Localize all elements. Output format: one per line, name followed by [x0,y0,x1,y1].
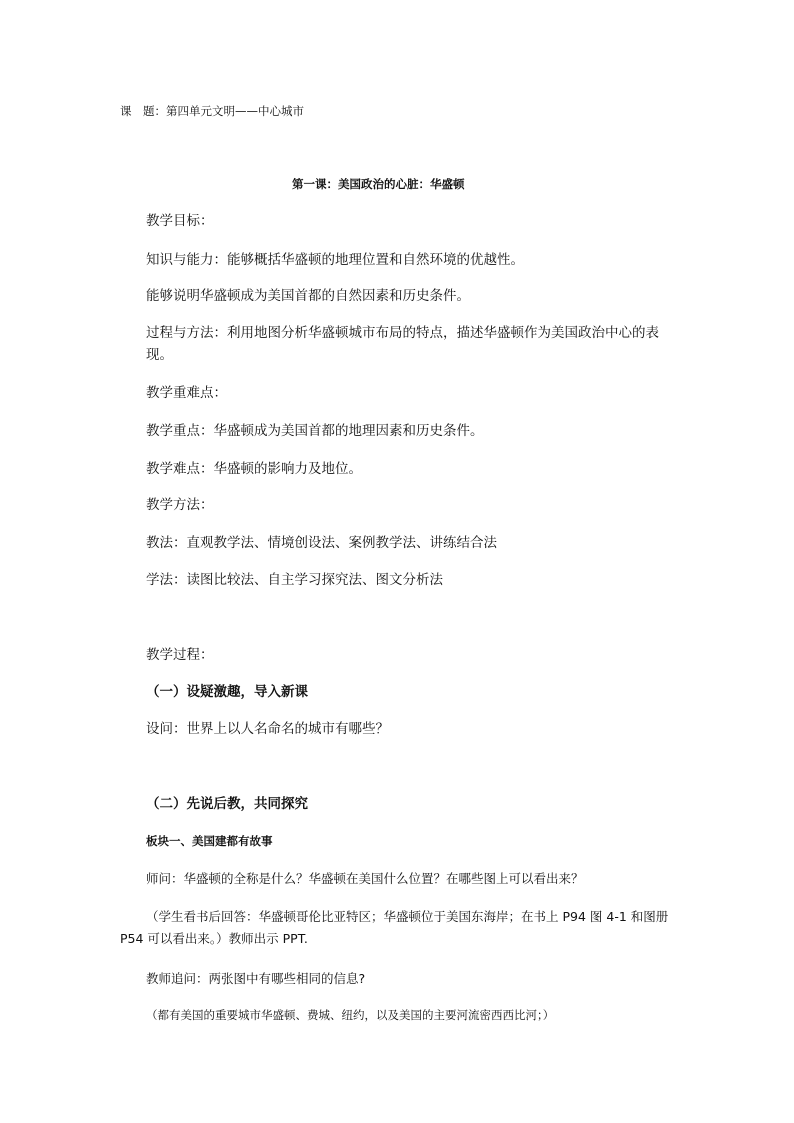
part2-title: （二）先说后教，共同探究 [146,796,308,812]
teacher-question: 师问：华盛顿的全称是什么？华盛顿在美国什么位置？在哪些图上可以看出来？ [146,871,584,886]
objective-knowledge-2: 能够说明华盛顿成为美国首都的自然因素和历史条件。 [146,288,470,304]
header-line [120,102,304,120]
lesson-title: 第一课：美国政治的心脏：华盛顿 [292,177,465,191]
methods-heading: 教学方法： [146,497,214,513]
part1-question: 设问：世界上以人名命名的城市有哪些？ [146,721,389,737]
answer-2: （都有美国的重要城市华盛顿、费城、纽约，以及美国的主要河流密西西比河；） [146,1008,555,1022]
header-label: 课 题： [120,104,166,118]
objectives-heading: 教学目标： [146,213,214,229]
part1-title: （一）设疑激趣，导入新课 [146,684,308,700]
process-heading: 教学过程： [146,647,214,663]
learning-methods: 学法：读图比较法、自主学习探究法、图文分析法 [146,572,443,588]
teacher-follow-up: 教师追问：两张图中有哪些相同的信息? [146,971,366,986]
key-point: 教学重点：华盛顿成为美国首都的地理因素和历史条件。 [146,423,484,439]
teaching-methods: 教法：直观教学法、情境创设法、案例教学法、讲练结合法 [146,535,497,551]
objective-knowledge: 知识与能力：能够概括华盛顿的地理位置和自然环境的优越性。 [146,252,524,268]
student-answer: （学生看书后回答：华盛顿哥伦比亚特区；华盛顿位于美国东海岸；在书上 P94 图 4-1 和图册 P54 可以看出来。）教师出示 PPT. [120,909,669,946]
key-points-heading: 教学重难点： [146,385,227,401]
header-topic: 第四单元文明——中心城市 [166,104,304,118]
objective-process: 过程与方法：利用地图分析华盛顿城市布局的特点，描述华盛顿作为美国政治中心的表现。 [146,325,659,363]
difficult-point: 教学难点：华盛顿的影响力及地位。 [146,461,362,477]
module1-title: 板块一、美国建都有故事 [146,834,273,848]
